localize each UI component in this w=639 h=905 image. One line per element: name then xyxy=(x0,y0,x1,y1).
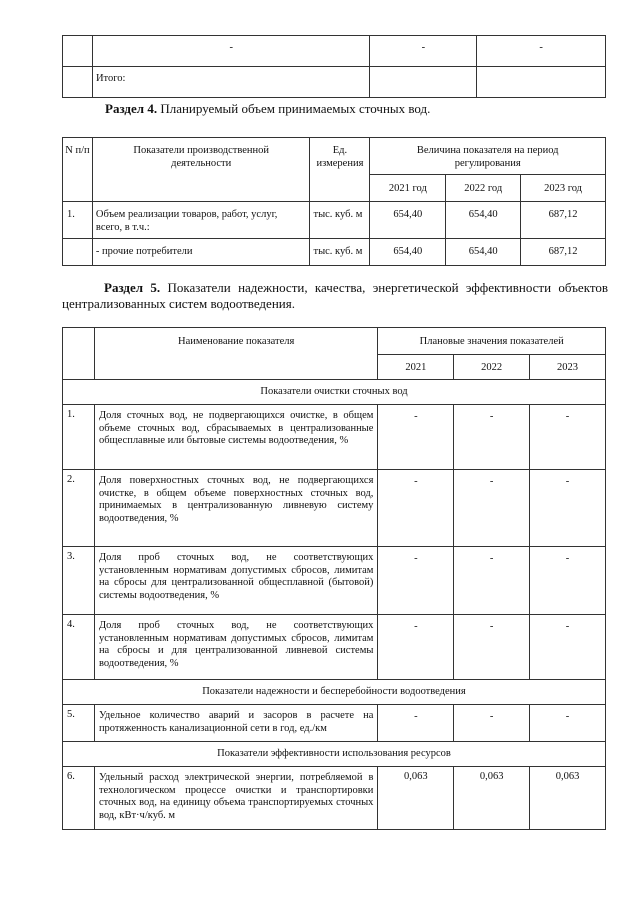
group-heading: Показатели эффективности использования ресурсов xyxy=(63,742,606,767)
row-value: 0,063 xyxy=(530,767,606,830)
row-value: - xyxy=(378,705,454,742)
row-value: 654,40 xyxy=(446,202,521,239)
table-row xyxy=(63,547,606,615)
section-4-table xyxy=(62,137,606,266)
previous-table-fragment xyxy=(62,35,606,98)
row-value: 0,063 xyxy=(378,767,454,830)
section-5-table xyxy=(62,327,606,830)
cell-num xyxy=(63,67,93,98)
header-year: 2021 год xyxy=(370,175,446,202)
header-year: 2021 xyxy=(378,355,454,380)
row-unit: тыс. куб. м xyxy=(310,239,370,266)
group-heading: Показатели очистки сточных вод xyxy=(63,380,606,405)
table-row xyxy=(63,767,606,830)
row-value: - xyxy=(454,705,530,742)
row-value: - xyxy=(378,547,454,615)
row-value: - xyxy=(530,547,606,615)
table-row xyxy=(63,705,606,742)
row-value: - xyxy=(530,705,606,742)
table-row xyxy=(63,202,606,239)
row-name: - прочие потребители xyxy=(92,239,310,266)
header-period: Величина показателя на период регулирования xyxy=(370,138,606,175)
row-name: Объем реализации товаров, работ, услуг, всего, в т.ч.: xyxy=(92,202,310,239)
cell-value: - xyxy=(477,36,606,67)
cell-value: - xyxy=(370,36,477,67)
table-row xyxy=(63,67,606,98)
row-num: 1. xyxy=(63,405,95,470)
row-value: 654,40 xyxy=(370,202,446,239)
row-value: - xyxy=(530,615,606,680)
row-value: - xyxy=(454,470,530,547)
header-name: Наименование показателя xyxy=(94,328,377,380)
header-year: 2023 xyxy=(530,355,606,380)
header-year: 2022 xyxy=(454,355,530,380)
row-num: 5. xyxy=(63,705,95,742)
section-5-heading: Раздел 5. Показатели надежности, качества, энергетической эффективности объектов централизованных систем водоотведения. xyxy=(62,280,608,311)
header-year: 2022 год xyxy=(446,175,521,202)
row-value: - xyxy=(378,615,454,680)
row-value: - xyxy=(530,405,606,470)
header-num: N п/п xyxy=(63,138,93,202)
row-value: 0,063 xyxy=(454,767,530,830)
row-name: Удельное количество аварий и засоров в расчете на протяженность канализационной сети в год, ед./км xyxy=(94,705,377,742)
row-name: Доля проб сточных вод, не соответствующих установленным нормативам допустимых сбросов, лимитам на сбросы и для централизованной ливневой системы водоотведения, % xyxy=(94,615,377,680)
row-num: 3. xyxy=(63,547,95,615)
row-value: - xyxy=(454,615,530,680)
table-row xyxy=(63,470,606,547)
header-plan: Плановые значения показателей xyxy=(378,328,606,355)
row-value: 687,12 xyxy=(521,202,606,239)
row-name: Доля поверхностных сточных вод, не подвергающихся очистке, в общем объеме поверхностных сточных вод, принимаемых в централизованную ливневую систему водоотведения, % xyxy=(94,470,377,547)
table-row xyxy=(63,615,606,680)
table-row xyxy=(63,239,606,266)
row-value: 654,40 xyxy=(370,239,446,266)
header-indicator: Показатели производственной деятельности xyxy=(92,138,310,202)
row-value: - xyxy=(530,470,606,547)
row-name: Удельный расход электрической энергии, потребляемой в технологическом процессе очистки и транспортировки сточных вод, на единицу объема транспортируемых сточных вод, кВт·ч/куб. м xyxy=(94,767,377,830)
row-value: 687,12 xyxy=(521,239,606,266)
row-name: Доля сточных вод, не подвергающихся очистке, в общем объеме сточных вод, сбрасываемых в централизованные общесплавные или бытовые системы водоотведения, % xyxy=(94,405,377,470)
section-4-heading: Раздел 4. Планируемый объем принимаемых сточных вод. xyxy=(105,101,431,116)
row-num: 6. xyxy=(63,767,95,830)
row-name: Доля проб сточных вод, не соответствующих установленным нормативам допустимых сбросов, лимитам на сбросы для централизованной общесплавной (бытовой) системы водоотведения, % xyxy=(94,547,377,615)
header-year: 2023 год xyxy=(521,175,606,202)
cell-num xyxy=(63,36,93,67)
table-row xyxy=(63,405,606,470)
total-label: Итого: xyxy=(92,67,370,98)
row-value: - xyxy=(454,547,530,615)
row-value: - xyxy=(378,405,454,470)
row-num xyxy=(63,239,93,266)
cell-value xyxy=(477,67,606,98)
row-unit: тыс. куб. м xyxy=(310,202,370,239)
row-value: - xyxy=(378,470,454,547)
row-value: 654,40 xyxy=(446,239,521,266)
group-heading: Показатели надежности и бесперебойности водоотведения xyxy=(63,680,606,705)
row-num: 1. xyxy=(63,202,93,239)
header-num xyxy=(63,328,95,380)
cell-value xyxy=(370,67,477,98)
cell-name: - xyxy=(92,36,370,67)
header-unit: Ед. измерения xyxy=(310,138,370,202)
table-row xyxy=(63,36,606,67)
row-num: 2. xyxy=(63,470,95,547)
row-num: 4. xyxy=(63,615,95,680)
row-value: - xyxy=(454,405,530,470)
